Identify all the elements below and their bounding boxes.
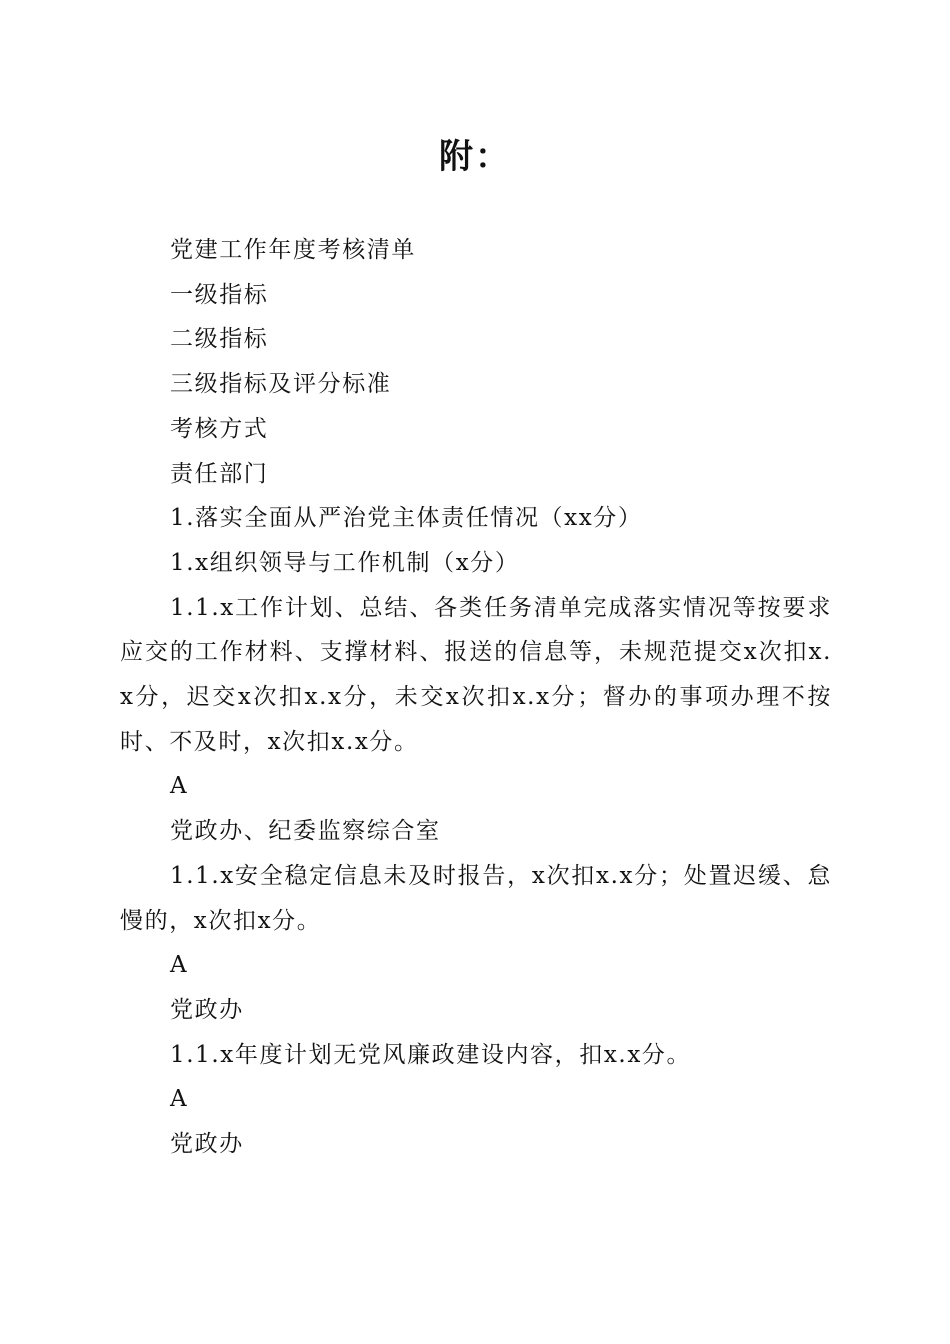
paragraph-item-safety: 1.1.x安全稳定信息未及时报告，x次扣x.x分；处置迟缓、怠慢的，x次扣x分。: [120, 862, 832, 934]
paragraph-responsible-dept: 责任部门: [170, 460, 269, 487]
paragraph-section-1: 1.落实全面从严治党主体责任情况（xx分）: [170, 505, 643, 532]
paragraph-assessment-method: 考核方式: [170, 415, 269, 442]
paragraph-section-1-x: 1.x组织领导与工作机制（x分）: [170, 549, 520, 576]
paragraph-list-title: 党建工作年度考核清单: [170, 237, 416, 263]
paragraph-level2-indicator: 二级指标: [170, 326, 269, 353]
paragraph-method-a: A: [170, 773, 189, 800]
paragraph-dept: 党政办、纪委监察综合室: [170, 818, 441, 845]
paragraph-level3-indicator: 三级指标及评分标准: [170, 371, 392, 398]
document-body: [120, 228, 832, 1167]
paragraph-dept: 党政办: [170, 996, 244, 1023]
paragraph-method-a: A: [170, 952, 189, 979]
paragraph-item-materials: 1.1.x工作计划、总结、各类任务清单完成落实情况等按要求应交的工作材料、支撑材料、报送的信息等，未规范提交x次扣x.x分，迟交x次扣x.x分，未交x次扣x.x分；督办的事项办理不按时、不及时，x次扣x.x分。: [120, 594, 832, 755]
paragraph-method-a: A: [170, 1086, 189, 1113]
document-title: 附：: [439, 137, 511, 177]
paragraph-level1-indicator: 一级指标: [170, 281, 269, 308]
paragraph-item-annual-plan: 1.1.x年度计划无党风廉政建设内容，扣x.x分。: [170, 1041, 692, 1068]
paragraph-dept: 党政办: [170, 1131, 244, 1158]
